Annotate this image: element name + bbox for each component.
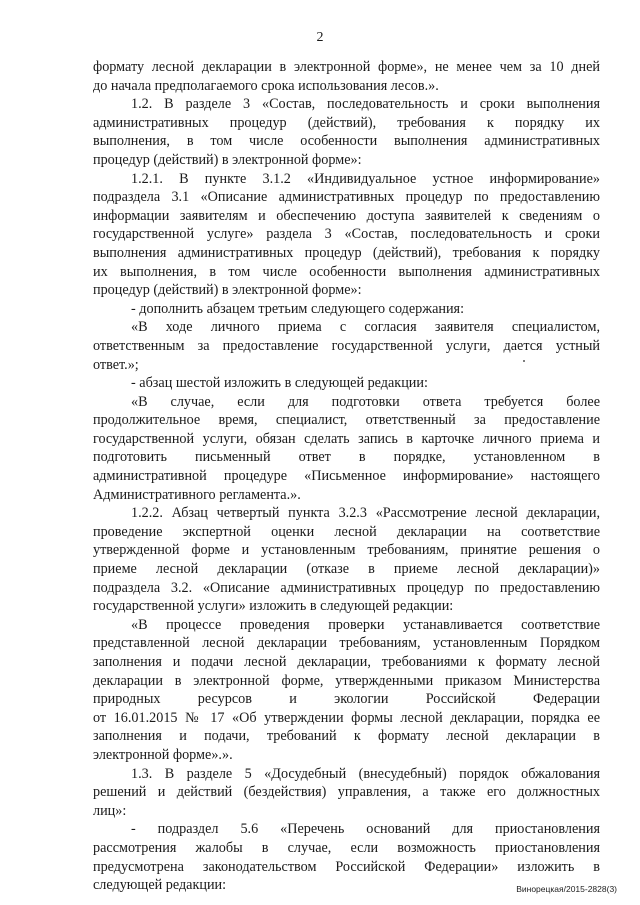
text-line: предусмотрена законодательством Российской Федерации» изложить в <box>93 858 600 875</box>
text-line: административных процедур (действий), требования к порядку их <box>93 114 600 131</box>
text-line: рассмотрения жалобы в случае, если возможность приостановления <box>93 839 600 856</box>
quote-line: ответственным за предоставление государственной услуги, дается устный <box>93 337 600 354</box>
section-heading-1-2-2: 1.2.2. Абзац четвертый пункта 3.2.3 «Рассмотрение лесной декларации, <box>131 505 600 522</box>
text-line: подраздела 3.1 «Описание административных процедур по предоставлению <box>93 189 600 206</box>
quote-line: представленной лесной декларации требованиям, установленным Порядком <box>93 635 600 652</box>
quote-line: природных ресурсов и экологии Российской Федерации <box>93 691 600 708</box>
section-heading-1-2: 1.2. В разделе 3 «Состав, последовательность и сроки выполнения <box>131 96 600 113</box>
quote-line: государственной услуги, обязан сделать запись в карточке личного приема и <box>93 430 600 447</box>
text-line: лиц»: <box>93 802 127 819</box>
quote-line: заполнения и подачи лесной декларации, требованиями к формату лесной <box>93 654 600 670</box>
quote-line: электронной форме».». <box>93 746 233 763</box>
quote-line: «В процессе проведения проверки устанавливается соответствие <box>131 616 600 633</box>
text-line: государственной услуги» изложить в следующей редакции: <box>93 598 454 615</box>
text-line: формату лесной декларации в электронной форме», не менее чем за 10 дней <box>93 59 600 75</box>
section-heading-1-2-1: 1.2.1. В пункте 3.1.2 «Индивидуальное устное информирование» <box>131 170 600 187</box>
document-reference: Винорецкая/2015-2828(3) <box>516 884 617 894</box>
text-line: подраздела 3.2. «Описание административных процедур по предоставлению <box>93 579 600 596</box>
quote-line: от 16.01.2015 № 17 «Об утверждении формы лесной декларации, порядка ее <box>93 709 600 726</box>
text-line: выполнения административных процедур (действий), требования к порядку <box>93 244 600 261</box>
list-item-paragraph-six: - абзац шестой изложить в следующей редакции: <box>131 375 428 392</box>
quote-line: Административного регламента.». <box>93 486 301 503</box>
quote-line: подготовить письменный ответ в порядке, установленном в <box>93 449 600 466</box>
quote-line: продолжительное время, специалист, ответственный за предоставление <box>93 412 600 429</box>
text-line: решений и действий (бездействия) управления, а также его должностных <box>93 784 600 801</box>
quote-line: ответ.»; <box>93 356 139 373</box>
quote-line: заполнения и подачи, требований к формату лесной декларации в <box>93 728 600 745</box>
page-number: 2 <box>316 30 324 45</box>
text-line: следующей редакции: <box>93 877 227 894</box>
quote-line: административной процедуре «Письменное информирование» настоящего <box>93 468 600 485</box>
text-line: до начала предполагаемого срока использования лесов.». <box>93 77 439 94</box>
quote-line: «В ходе личного приема с согласия заявителя специалистом, <box>131 319 600 336</box>
quote-line: декларации в электронной форме, утвержденными приказом Министерства <box>93 672 600 689</box>
section-heading-1-3: 1.3. В разделе 5 «Досудебный (внесудебный) порядок обжалования <box>131 765 600 782</box>
text-line: выполнения, в том числе особенности выполнения административных <box>93 133 600 150</box>
document-body <box>93 58 600 895</box>
quote-line: «В случае, если для подготовки ответа требуется более <box>131 393 600 410</box>
text-line: процедур (действий) в электронной форме»: <box>93 151 362 168</box>
text-line: информации заявителям и обеспечению доступа заявителей к сведениям о <box>93 207 600 224</box>
text-line: процедур (действий) в электронной форме»: <box>93 282 362 299</box>
text-line: утвержденной форме и установленным требованиям, принятие решения о <box>93 542 600 559</box>
text-line: проведение экспертной оценки лесной декларации на соответствие <box>93 523 600 540</box>
text-line: их выполнения, в том числе особенности выполнения административных <box>93 263 600 280</box>
list-item-add-paragraph: - дополнить абзацем третьим следующего содержания: <box>131 300 465 317</box>
list-item-subsection-5-6: - подраздел 5.6 «Перечень оснований для приостановления <box>131 821 600 838</box>
scan-speck <box>523 360 525 362</box>
text-line: государственной услуге» раздела 3 «Состав, последовательность и сроки <box>93 226 600 243</box>
text-line: приеме лесной декларации (отказе в приеме лесной декларации)» <box>93 561 600 578</box>
